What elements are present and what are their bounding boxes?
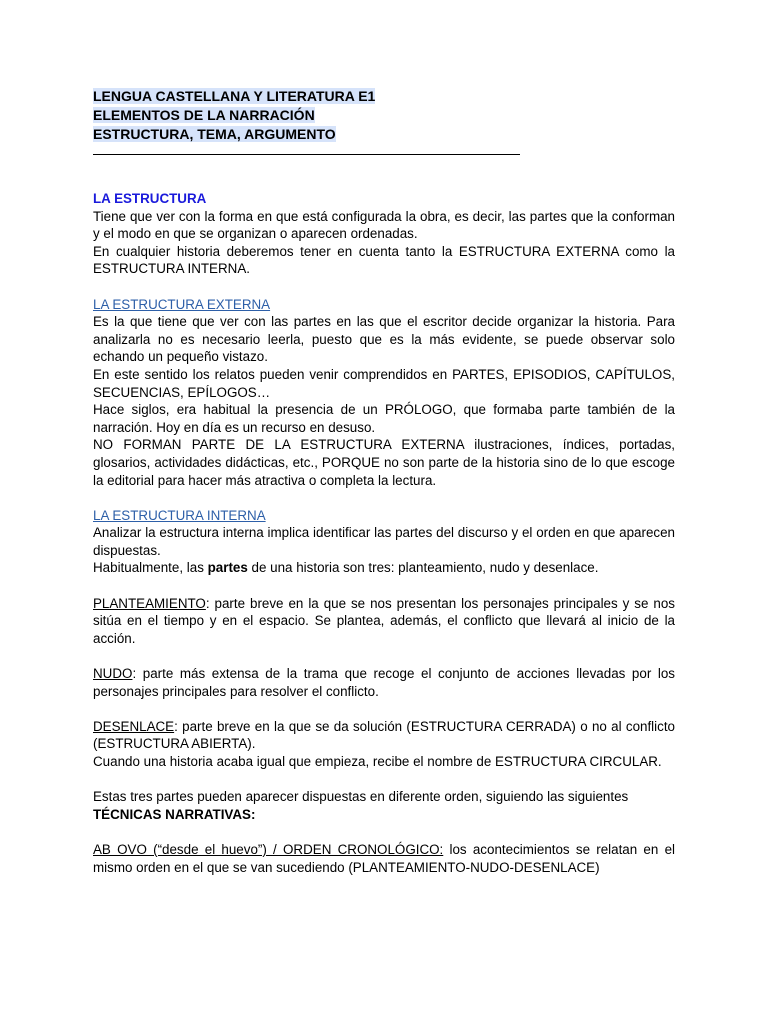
- section-title-estructura: LA ESTRUCTURA: [93, 191, 207, 206]
- header-line-1: LENGUA CASTELLANA Y LITERATURA E1: [93, 88, 376, 104]
- document-content: [93, 87, 675, 876]
- text-span: : parte breve en la que se nos presentan los personajes principales y se nos sitúa en el tiempo y en el espacio. Se plantea, además, el conflicto que llevará al inicio de la acción.: [93, 595, 675, 646]
- header-line-3: ESTRUCTURA, TEMA, ARGUMENTO: [93, 126, 336, 142]
- paragraph: En cualquier historia deberemos tener en cuenta tanto la ESTRUCTURA EXTERNA como la ESTRUCTURA INTERNA.: [93, 243, 675, 277]
- tecnicas-title: TÉCNICAS NARRATIVAS:: [93, 806, 256, 822]
- paragraph: Hace siglos, era habitual la presencia de un PRÓLOGO, que formaba parte también de la narración. Hoy en día es un recurso en desuso.: [93, 402, 675, 435]
- paragraph-desenlace: [93, 718, 675, 753]
- term-ab-ovo: AB OVO (“desde el huevo”) / ORDEN CRONOLÓGICO:: [93, 841, 444, 857]
- paragraph: NO FORMAN PARTE DE LA ESTRUCTURA EXTERNA ilustraciones, índices, portadas, glosarios, actividades didácticas, etc., PORQUE no son parte de la historia sino de lo que escoge la editorial para hacer más atractiva o completa la lectura.: [93, 437, 675, 488]
- header-line-2: ELEMENTOS DE LA NARRACIÓN: [93, 107, 315, 123]
- paragraph: [93, 559, 675, 577]
- paragraph: Es la que tiene que ver con las partes en las que el escritor decide organizar la historia. Para analizarla no es necesario leerla, puesto que es la más evidente, se puede observar solo echando un pequeño vistazo.: [93, 314, 675, 365]
- text-span: Habitualmente, las: [93, 560, 208, 576]
- text-span: : parte breve en la que se da solución (ESTRUCTURA CERRADA) o no al conflicto (ESTRUCTURA ABIERTA).: [93, 718, 675, 752]
- document-header: [93, 87, 675, 144]
- bold-term-partes: partes: [207, 560, 248, 576]
- section-title-interna[interactable]: LA ESTRUCTURA INTERNA: [93, 507, 266, 523]
- header-divider: [93, 148, 520, 155]
- paragraph: Tiene que ver con la forma en que está configurada la obra, es decir, las partes que la conforman y el modo en que se organizan o aparecen ordenadas.: [93, 208, 675, 242]
- paragraph-ab-ovo: [93, 841, 675, 876]
- text-span: : parte más extensa de la trama que recoge el conjunto de acciones llevadas por los personajes principales para resolver el conflicto.: [93, 666, 675, 699]
- paragraph-planteamiento: [93, 595, 675, 648]
- term-nudo: NUDO: [93, 666, 133, 682]
- paragraph: En este sentido los relatos pueden venir comprendidos en PARTES, EPISODIOS, CAPÍTULOS, SECUENCIAS, EPÍLOGOS…: [93, 366, 675, 400]
- paragraph-tecnicas-intro: Estas tres partes pueden aparecer dispuestas en diferente orden, siguiendo las siguientes: [93, 789, 629, 805]
- text-span: de una historia son tres: planteamiento, nudo y desenlace.: [247, 560, 599, 576]
- term-planteamiento: PLANTEAMIENTO: [93, 595, 206, 611]
- text-span: los acontecimientos se relatan en el mismo orden en el que se van sucediendo (PLANTEAMIENTO-NUDO-DESENLACE): [93, 841, 675, 875]
- paragraph: Cuando una historia acaba igual que empieza, recibe el nombre de ESTRUCTURA CIRCULAR.: [93, 754, 662, 769]
- term-desenlace: DESENLACE: [93, 718, 175, 734]
- paragraph-nudo: [93, 665, 675, 700]
- paragraph: Analizar la estructura interna implica identificar las partes del discurso y el orden en que aparecen dispuestas.: [93, 525, 675, 558]
- section-title-externa[interactable]: LA ESTRUCTURA EXTERNA: [93, 296, 271, 312]
